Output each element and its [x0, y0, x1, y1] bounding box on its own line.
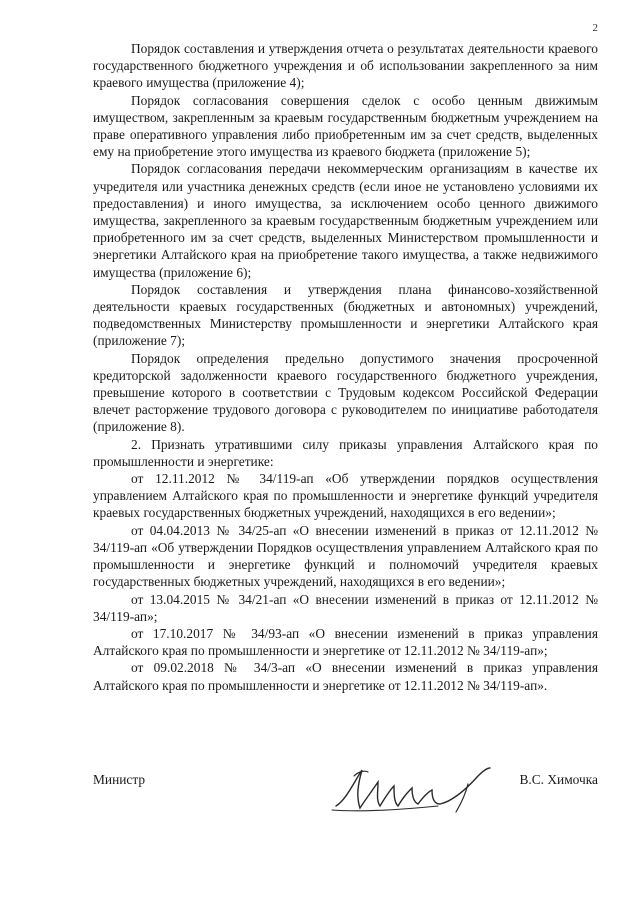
paragraph-appendix-7: Порядок составления и утверждения плана финансово-хозяйственной деятельности краевых государственных (бюджетных и автономных) учреждений, подведомственных Министерству промышленности и энергетики Алтайского края (приложение 7); [93, 281, 598, 349]
signatory-role: Министр [93, 772, 146, 787]
paragraph-repeal-intro: 2. Признать утратившими силу приказы управления Алтайского края по промышленности и энергетике: [93, 436, 598, 469]
handwritten-signature [328, 762, 498, 817]
paragraph-repeal-order-5: от 09.02.2018 № 34/3-ап «О внесении изменений в приказ управления Алтайского края по промышленности и энергетике от 12.11.2012 № 34/119-ап». [93, 660, 598, 693]
paragraph-appendix-4: Порядок составления и утверждения отчета о результатах деятельности краевого государственного бюджетного учреждения и об использовании закрепленного за ним краевого имущества (приложение 4); [93, 41, 598, 91]
page-number: 2 [592, 22, 598, 34]
paragraph-appendix-6: Порядок согласования передачи некоммерческим организациям в качестве их учредителя или участника денежных средств (если иное не установлено условиями их предоставления) и иного имущества, за исключением особо ценного движимого имущества, закрепленного за краевым государственным бюджетным учреждением или приобретенного им за счет средств, выделенных Министерством промышленности и энергетики Алтайского края на приобретение такого имущества, а также недвижимого имущества (приложение 6); [93, 161, 598, 280]
paragraph-repeal-order-4: от 17.10.2017 № 34/93-ап «О внесении изменений в приказ управления Алтайского края по промышленности и энергетике от 12.11.2012 № 34/119-ап»; [93, 625, 598, 659]
paragraph-repeal-order-1: от 12.11.2012 № 34/119-ап «Об утверждении порядков осуществления управлением Алтайского края по промышленности и энергетике функций учредителя краевых государственных бюджетных учреждений, находящихся в его ведении»; [93, 471, 598, 521]
signature-block [93, 762, 598, 822]
paragraph-repeal-order-3: от 13.04.2015 № 34/21-ап «О внесении изменений в приказ от 12.11.2012 № 34/119-ап»; [93, 591, 598, 624]
signatory-name: В.С. Химочка [519, 772, 598, 787]
paragraph-repeal-order-2: от 04.04.2013 № 34/25-ап «О внесении изменений в приказ от 12.11.2012 № 34/119-ап «Об утверждении Порядков осуществления управлением Алтайского края по промышленности и энергетике функций и полномочий учредителя краевых государственных бюджетных учреждений, находящихся в его ведении»; [93, 522, 598, 590]
paragraph-appendix-5: Порядок согласования совершения сделок с особо ценным движимым имуществом, закрепленным за краевым государственным бюджетным учреждением на праве оперативного управления либо приобретенным им за счет средств, выделенных ему на приобретение этого имущества из краевого бюджета (приложение 5); [93, 92, 598, 160]
paragraph-appendix-8: Порядок определения предельно допустимого значения просроченной кредиторской задолженности краевого государственного бюджетного учреждения, превышение которого в соответствии с Трудовым кодексом Российской Федерации влечет расторжение трудового договора с руководителем по инициативе работодателя (приложение 8). [93, 350, 598, 435]
document-body [93, 40, 598, 694]
